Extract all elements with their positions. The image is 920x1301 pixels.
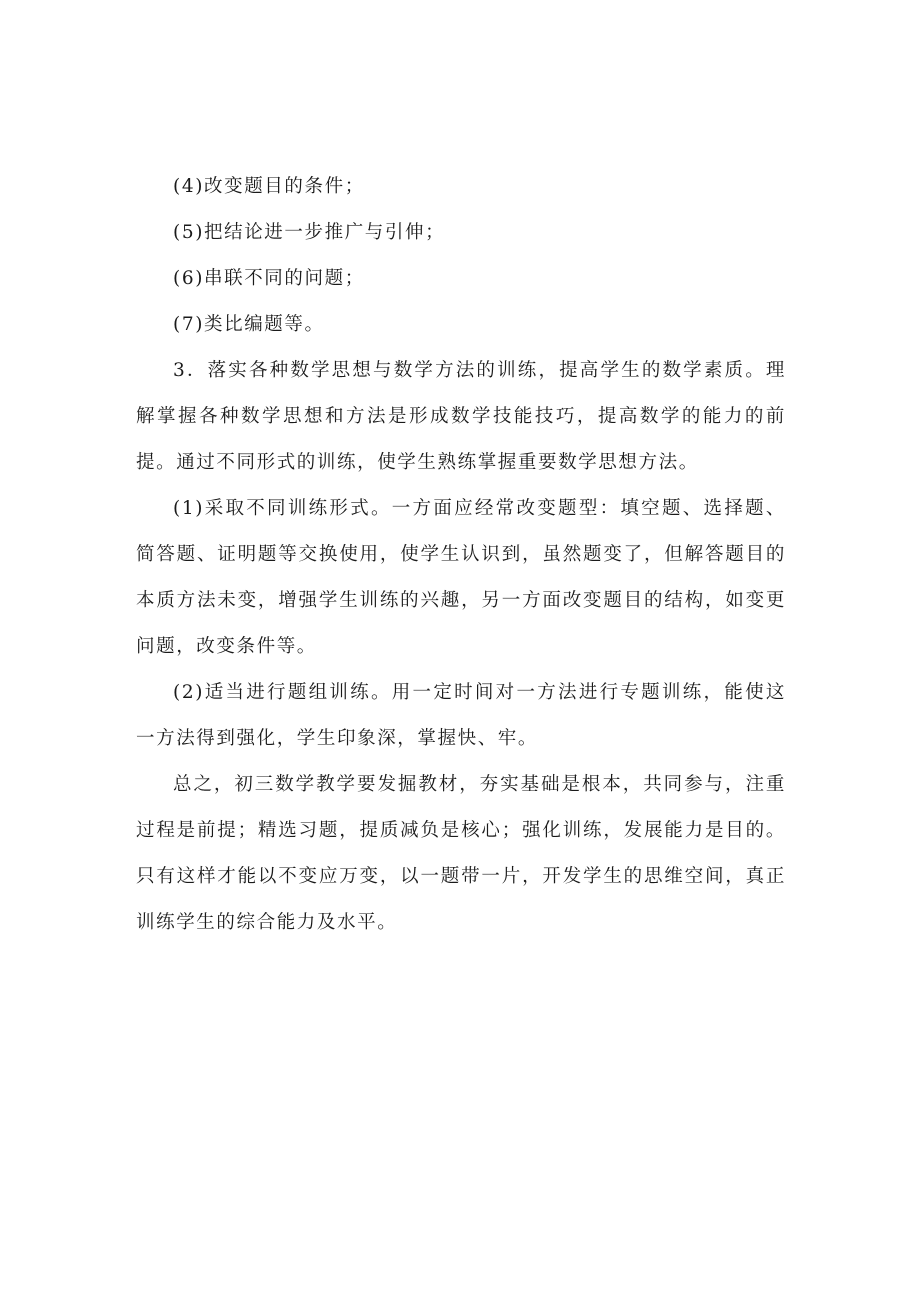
conclusion-paragraph: 总之，初三数学教学要发掘教材，夯实基础是根本，共同参与，注重过程是前提；精选习题，提质减负是核心；强化训练，发展能力是目的。只有这样才能以不变应万变，以一题带一片，开发学生的思维空间，真正训练学生的综合能力及水平。 [136,774,786,933]
list-item: (4)改变题目的条件； [173,176,365,197]
list-item: (5)把结论进一步推广与引伸； [173,222,446,243]
subpoint-1-paragraph: (1)采取不同训练形式。一方面应经常改变题型：填空题、选择题、简答题、证明题等交换使用，使学生认识到，虽然题变了，但解答题目的本质方法未变，增强学生训练的兴趣，另一方面改变题目的结构，如变更问题，改变条件等。 [136,498,786,657]
list-item: (6)串联不同的问题； [173,268,365,289]
list-item: (7)类比编题等。 [173,314,325,335]
document-body [136,164,786,946]
section-3-paragraph: 3．落实各种数学思想与数学方法的训练，提高学生的数学素质。理解掌握各种数学思想和方法是形成数学技能技巧，提高数学的能力的前提。通过不同形式的训练，使学生熟练掌握重要数学思想方法。 [136,360,786,473]
subpoint-2-paragraph: (2)适当进行题组训练。用一定时间对一方法进行专题训练，能使这一方法得到强化，学生印象深，掌握快、牢。 [136,682,786,749]
